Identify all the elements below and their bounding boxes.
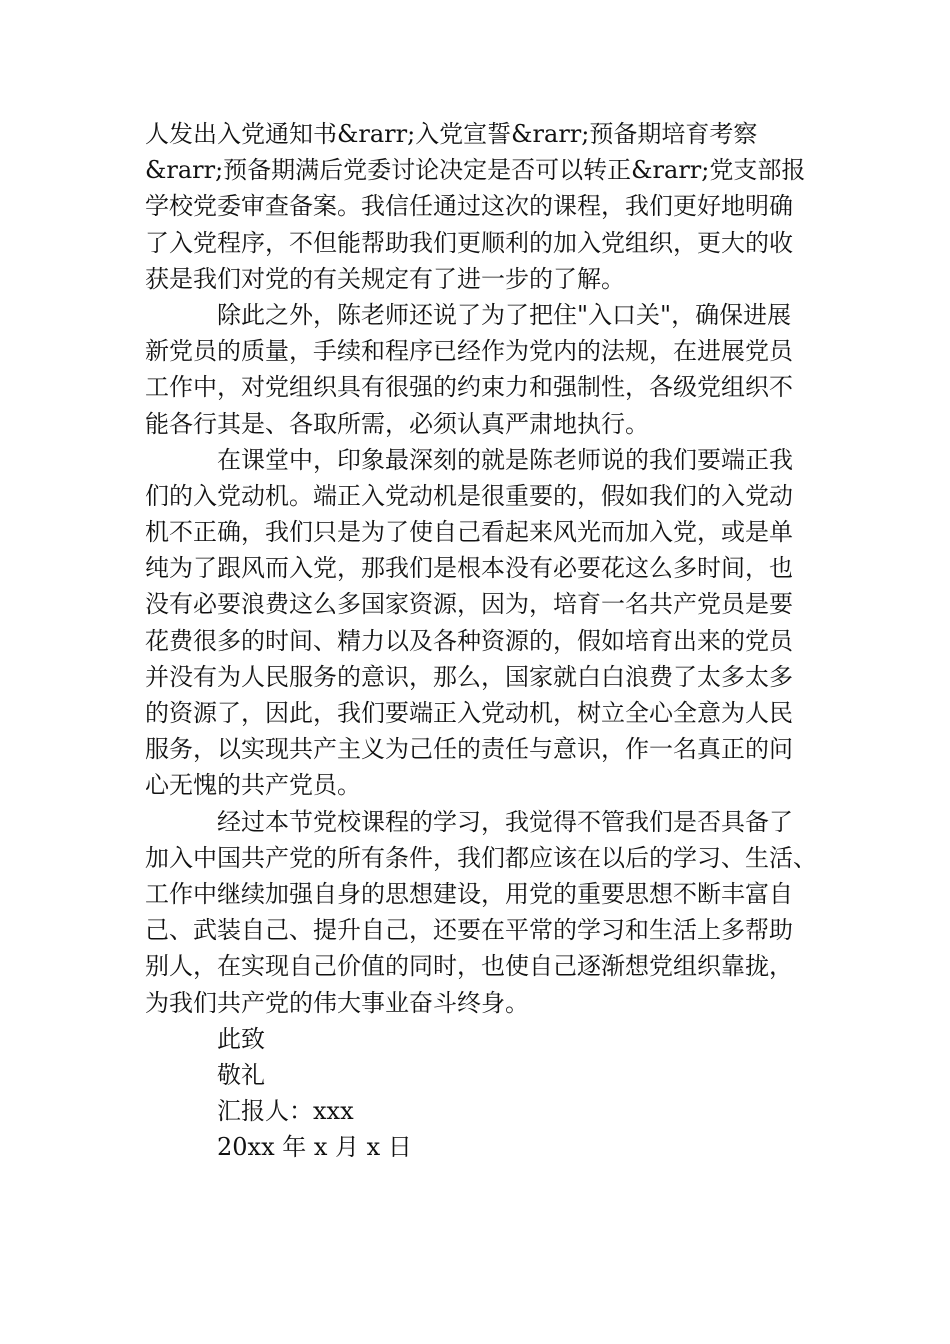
report-body: [145, 116, 817, 1165]
text-line: 学校党委审查备案。我信任通过这次的课程，我们更好地明确: [145, 192, 793, 221]
text-line: 工作中，对党组织具有很强的约束力和强制性，各级党组织不: [145, 373, 793, 402]
text-line: 没有必要浪费这么多国家资源，因为，培育一名共产党员是要: [145, 590, 793, 619]
report-date: 20xx 年 x 月 x 日: [217, 1133, 412, 1162]
text-line: 纯为了跟风而入党，那我们是根本没有必要花这么多时间，也: [145, 554, 793, 583]
paragraph-start-line: 经过本节党校课程的学习，我觉得不管我们是否具备了: [217, 807, 793, 836]
text-line: 的资源了，因此，我们要端正入党动机，树立全心全意为人民: [145, 699, 793, 727]
paragraph-start-line: 除此之外，陈老师还说了为了把住"入口关"，确保进展: [217, 300, 792, 329]
text-line: 加入中国共产党的所有条件，我们都应该在以后的学习、生活、: [145, 843, 817, 872]
text-line: 己、武装自己、提升自己，还要在平常的学习和生活上多帮助: [145, 916, 793, 945]
closing-salutation: 此致: [217, 1024, 265, 1053]
text-line: 能各行其是、各取所需，必须认真严肃地执行。: [145, 409, 649, 438]
text-line: &rarr;预备期满后党委讨论决定是否可以转正&rarr;党支部报: [145, 156, 806, 185]
text-line: 了入党程序，不但能帮助我们更顺利的加入党组织，更大的收: [145, 228, 793, 257]
text-line: 为我们共产党的伟大事业奋斗终身。: [145, 988, 529, 1017]
text-line: 获是我们对党的有关规定有了进一步的了解。: [145, 264, 625, 293]
text-line: 机不正确，我们只是为了使自己看起来风光而加入党，或是单: [145, 518, 793, 547]
text-line: 别人，在实现自己价值的同时，也使自己逐渐想党组织靠拢，: [145, 952, 793, 981]
text-line: 服务，以实现共产主义为己任的责任与意识，作一名真正的问: [145, 735, 793, 764]
reporter-signature: 汇报人：xxx: [217, 1097, 354, 1126]
text-line: 工作中继续加强自身的思想建设，用党的重要思想不断丰富自: [145, 879, 793, 908]
paragraph-start-line: 在课堂中，印象最深刻的就是陈老师说的我们要端正我: [217, 445, 793, 474]
text-line: 花费很多的时间、精力以及各种资源的，假如培育出来的党员: [145, 626, 793, 655]
text-line: 心无愧的共产党员。: [145, 771, 361, 800]
text-line: 新党员的质量，手续和程序已经作为党内的法规，在进展党员: [145, 337, 793, 366]
text-line: 们的入党动机。端正入党动机是很重要的，假如我们的入党动: [145, 481, 793, 510]
closing-regards: 敬礼: [217, 1060, 265, 1089]
text-line: 人发出入党通知书&rarr;入党宣誓&rarr;预备期培育考察: [145, 120, 758, 148]
text-line: 并没有为人民服务的意识，那么，国家就白白浪费了太多太多: [145, 662, 793, 691]
